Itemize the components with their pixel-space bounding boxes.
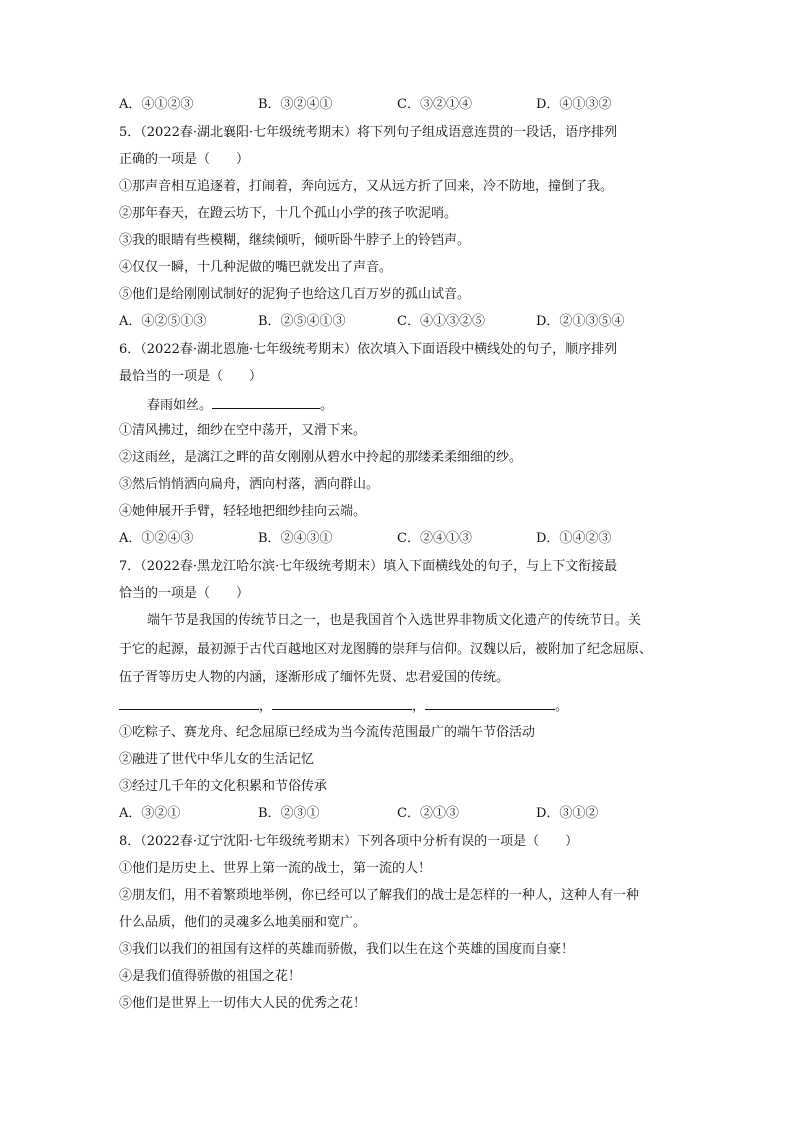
q5-item-3: ③我的眼睛有些模糊，继续倾听，倾听卧牛脖子上的铃铛声。 [119,233,471,248]
q6-option-c[interactable]: C．②④①③ [397,531,472,546]
q7-stem-line1: 7．（2022春·黑龙江哈尔滨·七年级统考期末）填入下面横线处的句子，与上下文衔接最 [119,559,618,574]
q6-answer-blank[interactable] [212,394,320,409]
q5-item-1: ①那声音相互追逐着，打闹着，奔向远方，又从远方折了回来，冷不防地，撞倒了我。 [119,179,614,194]
q5-item-2: ②那年春天，在蹬云坊下，十几个孤山小学的孩子吹泥哨。 [119,206,458,221]
q6-stem-line2: 最恰当的一项是（ ） [119,369,263,384]
q6-passage-end: 。 [320,398,334,413]
q8-item-5: ⑤他们是世界上一切伟大人民的优秀之花！ [119,996,367,1011]
q4-options [119,95,679,115]
q6-passage-start: 春雨如丝。 [147,398,213,413]
q7-passage-line3: 伍子胥等历史人物的内涵，逐渐形成了缅怀先贤、忠君爱国的传统。 [119,670,510,685]
q6-item-4: ④她伸展开手臂，轻轻地把细纱挂向云端。 [119,504,367,519]
q5-option-a[interactable]: A．④②⑤①③ [119,314,207,329]
q6-passage [147,394,333,416]
q8-stem: 8．（2022春·辽宁沈阳·七年级统考期末）下列各项中分析有误的一项是（ ） [119,834,579,849]
q4-option-c[interactable]: C．③②①④ [397,97,472,112]
q6-item-1: ①清风拂过，细纱在空中荡开，又滑下来。 [119,423,367,438]
q7-blank-1[interactable] [119,695,259,710]
q5-option-b[interactable]: B．②⑤④①③ [258,314,346,329]
q8-item-2-line1: ②朋友们，用不着繁琐地举例，你已经可以了解我们的战士是怎样的一种人，这种人有一种 [119,888,640,903]
q5-stem-line1: 5．（2022春·湖北襄阳·七年级统考期末）将下列句子组成语意连贯的一段话，语序排列 [119,125,618,140]
q6-option-a[interactable]: A．①②④③ [119,531,194,546]
q7-end: 。 [555,699,569,714]
q7-blank-3[interactable] [425,695,555,710]
q7-option-b[interactable]: B．②③① [258,806,320,821]
q7-item-3: ③经过几千年的文化积累和节俗传承 [119,779,328,794]
q7-passage-line2: 于它的起源，最初源于古代百越地区对龙图腾的崇拜与信仰。汉魏以后，被附加了纪念屈原、 [119,642,653,657]
q8-item-1: ①他们是历史上、世界上第一流的战士，第一流的人！ [119,861,432,876]
q7-option-a[interactable]: A．③②① [119,806,181,821]
q6-option-b[interactable]: B．②④③① [258,531,333,546]
q8-item-4: ④是我们值得骄傲的祖国之花！ [119,969,302,984]
q5-options [119,312,679,332]
q7-blank-2[interactable] [272,695,412,710]
q7-stem-line2: 恰当的一项是（ ） [119,586,250,601]
q6-item-3: ③然后悄悄洒向扁舟，洒向村落，洒向群山。 [119,477,380,492]
q7-item-1: ①吃粽子、赛龙舟、纪念屈原已经成为当今流传范围最广的端午节俗活动 [119,725,536,740]
q6-option-d[interactable]: D．①④②③ [536,531,612,546]
q7-option-c[interactable]: C．②①③ [397,806,459,821]
q5-option-c[interactable]: C．④①③②⑤ [397,314,485,329]
q7-item-2: ②融进了世代中华儿女的生活记忆 [119,752,315,767]
q7-separator-2: ， [412,699,426,714]
q7-blanks [119,695,568,717]
q5-item-4: ④仅仅一瞬，十几种泥做的嘴巴就发出了声音。 [119,260,393,275]
q4-option-b[interactable]: B．③②④① [258,97,333,112]
q4-option-a[interactable]: A．④①②③ [119,97,194,112]
q6-stem-line1: 6．（2022春·湖北恩施·七年级统考期末）依次填入下面语段中横线处的句子，顺序排列 [119,342,618,357]
q8-item-3: ③我们以我们的祖国有这样的英雄而骄傲，我们以生在这个英雄的国度而自豪！ [119,942,575,957]
q4-option-d[interactable]: D．④①③② [536,97,612,112]
q6-options [119,529,679,549]
q7-separator-1: ， [259,699,273,714]
q8-item-2-line2: 什么品质，他们的灵魂多么地美丽和宽广。 [119,915,367,930]
q5-option-d[interactable]: D．②①③⑤④ [536,314,625,329]
q7-passage-line1: 端午节是我国的传统节日之一，也是我国首个入选世界非物质文化遗产的传统节日。关 [147,613,642,628]
q7-option-d[interactable]: D．③①② [536,806,599,821]
q6-item-2: ②这雨丝，是漓江之畔的苗女刚刚从碧水中拎起的那缕柔柔细细的纱。 [119,450,523,465]
q5-item-5: ⑤他们是给刚刚试制好的泥狗子也给这几百万岁的孤山试音。 [119,287,471,302]
q5-stem-line2: 正确的一项是（ ） [119,152,250,167]
q7-options [119,804,679,824]
